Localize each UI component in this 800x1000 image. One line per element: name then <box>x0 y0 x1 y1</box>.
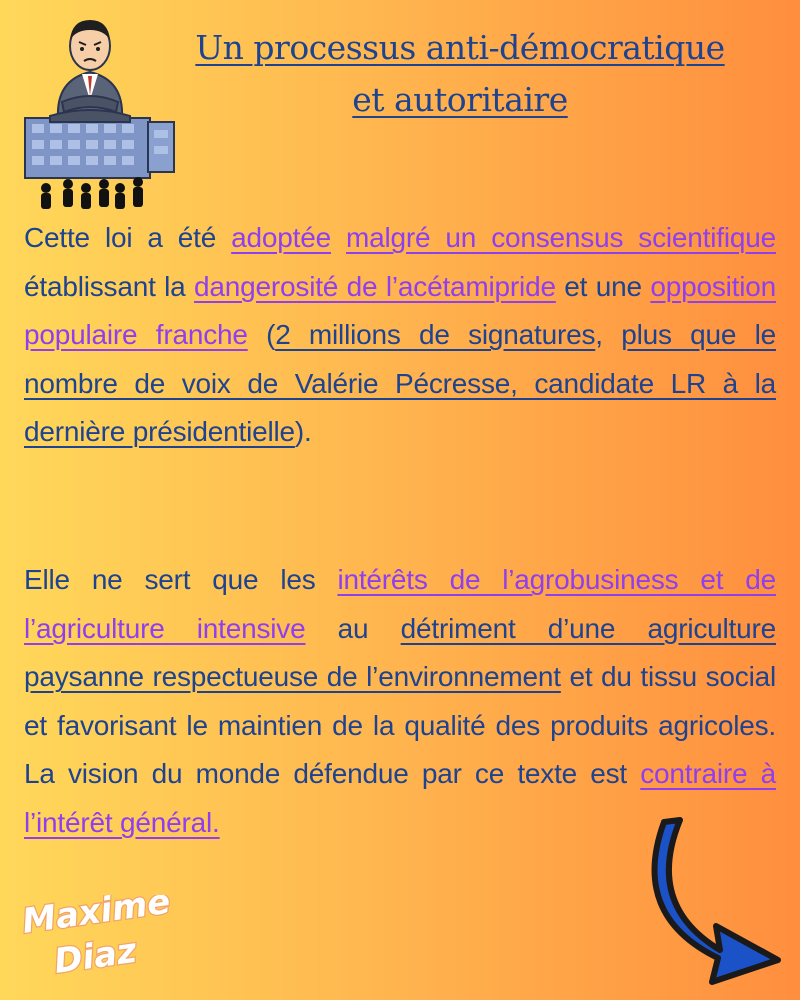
p2-link-paysanne[interactable]: détriment d’une agriculture paysanne respectueuse de l’environnement <box>24 612 776 692</box>
p2-text-2: au <box>305 612 401 644</box>
p1-text-7: ). <box>294 416 312 447</box>
p2-text-3: et du tissu social et favorisant le maintien de la qualité des produits agricoles. La vision du monde défendue par ce texte est <box>24 661 776 789</box>
p1-text-4: et une <box>555 270 651 302</box>
p1-link-opposition[interactable]: opposition populaire franche <box>24 270 777 350</box>
p2-text-1: Elle ne sert que les <box>24 564 338 595</box>
p1-text-6: , <box>595 319 622 350</box>
p1-text-3: établissant la <box>24 270 195 302</box>
paragraph-1 <box>24 214 776 457</box>
p2-link-interet-general[interactable]: contraire à l’intérêt général. <box>24 758 776 838</box>
p1-link-pecresse[interactable]: plus que le nombre de voix de Valérie Pécresse, candidate LR à la dernière présidentielle <box>24 319 776 447</box>
title-line-1: Un processus anti-démocratique <box>195 28 725 67</box>
page-title <box>140 22 780 126</box>
p1-text-2 <box>331 222 346 253</box>
title-line-2: et autoritaire <box>352 80 568 119</box>
signature-line-1: Maxime <box>19 895 173 942</box>
p1-text-5: ( <box>247 319 276 350</box>
p1-link-signatures[interactable]: 2 millions de signatures <box>275 319 596 350</box>
p1-link-consensus[interactable]: malgré un consensus scientifique <box>346 222 776 253</box>
curved-arrow-icon <box>650 810 795 995</box>
paragraph-2 <box>24 556 776 847</box>
p2-link-agrobusiness[interactable]: intérêts de l’agrobusiness et de l’agriculture intensive <box>24 564 777 644</box>
p1-link-dangerosite[interactable]: dangerosité de l’acétamipride <box>194 270 556 302</box>
signature-line-2: Diaz <box>51 930 140 982</box>
p1-link-adoptee[interactable]: adoptée <box>231 222 331 253</box>
p1-text-1: Cette loi a été <box>24 222 232 253</box>
signature-logo <box>18 895 193 995</box>
